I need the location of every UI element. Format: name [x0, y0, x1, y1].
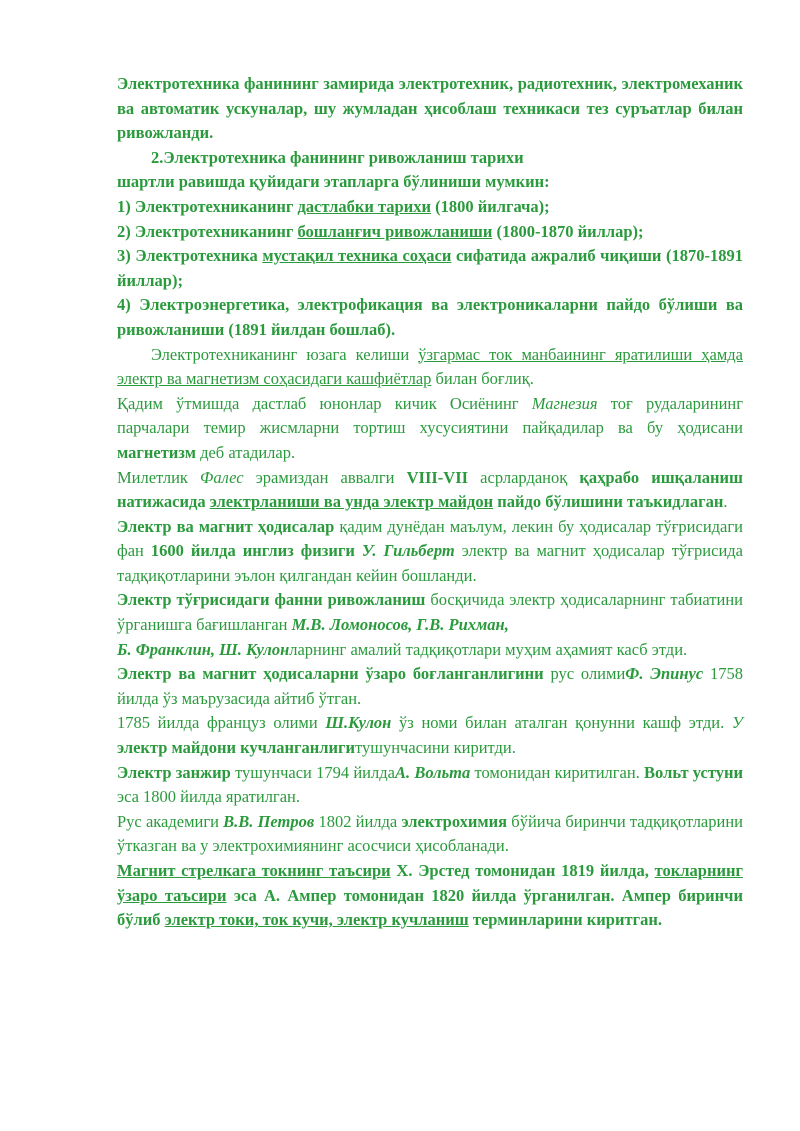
stage-item-3: [117, 244, 743, 293]
text-run: Б. Франклин, Ш. Кулон: [117, 639, 290, 659]
text-run: асрларданоқ: [468, 467, 580, 487]
text-run: мустақил техника соҳаси: [262, 246, 452, 266]
text-run: бўйича биринчи тадқиқотларини ўтказган ва у электрохимиянинг асосчиси ҳисобланади.: [117, 811, 743, 856]
text-run: томонидан киритилган.: [470, 762, 645, 782]
stage-item-1: [117, 195, 743, 220]
text-run: (1800 йилгача);: [430, 196, 550, 216]
text-run: Электротехниканинг юзага келиши: [151, 344, 419, 364]
text-run: .: [723, 492, 728, 512]
text-run: Рус академиги: [117, 811, 224, 831]
text-run: 1600 йилда инглиз физиги: [150, 541, 362, 561]
text-run: тоғ рудаларининг парчалари темир жисмларни тортиш хусусиятини пайқадилар ва бу ҳодисани: [117, 393, 743, 438]
text-run: 1785 йилда француз олими: [117, 713, 326, 733]
text-run: тушунчасини киритди.: [355, 738, 516, 758]
text-run: Электр занжир: [117, 762, 231, 782]
text-run: электр ва магнит ҳодисалар тўғрисида тадқиқотларини эълон қилгандан кейин бошланди.: [117, 541, 743, 585]
paragraph-intro: [117, 72, 743, 146]
text-run: Ф. Эпинус: [625, 664, 704, 684]
text-run: пайдо бўлишини таъкидлаган: [493, 492, 724, 512]
paragraph-oersted-ampere: [117, 859, 743, 933]
text-run: Магнит стрелкага токнинг таъсири: [117, 861, 391, 880]
text-run: VIII-VII: [406, 467, 469, 487]
text-run: (1800-1870 йиллар);: [492, 221, 644, 241]
text-run: токларнинг ўзаро таъсири: [117, 861, 743, 905]
text-run: 1802 йилда: [314, 811, 402, 831]
text-run: Электр тўғрисидаги фанни ривожланиш: [117, 590, 426, 610]
text-run: босқичида электр ҳодисаларнинг табиатини ўрганишга бағишланган: [117, 590, 743, 635]
text-run: В.В. Петров: [223, 811, 315, 831]
text-run: А. Вольта: [394, 762, 471, 782]
paragraph-origin: [117, 343, 743, 392]
paragraph-lomonosov: [117, 588, 743, 637]
paragraph-magnesia: [117, 392, 743, 466]
text-run: электр токи, ток кучи, электр кучланиш: [164, 910, 469, 930]
section-heading: [117, 146, 743, 171]
text-run: Магнезия: [531, 393, 598, 413]
text-run: 3) Электротехника: [117, 246, 263, 266]
text-run: деб атадилар.: [195, 442, 296, 462]
document-page: [117, 72, 743, 933]
text-run: 2) Электротехниканинг: [117, 221, 298, 241]
text-run: терминларини киритган.: [468, 910, 662, 930]
text-run: Милетлик: [117, 467, 201, 487]
text-run: сифатида ажралиб чиқиши (1870-1891 йиллар);: [117, 246, 743, 290]
paragraph-epinus: [117, 662, 743, 711]
text-run: эса 1800 йилда яратилган.: [117, 787, 300, 807]
text-run: ўз номи билан аталган қонунни кашф этди.: [391, 713, 732, 733]
paragraph-coulomb: [117, 711, 743, 760]
text-run: Электр ва магнит ҳодисалар: [117, 516, 335, 536]
text-run: билан боғлиқ.: [431, 369, 534, 389]
text-run: электрохимия: [401, 811, 508, 831]
paragraph-petrov: [117, 810, 743, 859]
text-run: электрланиши ва унда электр майдон: [209, 492, 494, 512]
text-run: ўзгармас ток манбаининг яратилиши ҳамда электр ва магнетизм соҳасидаги кашфиётлар: [117, 344, 743, 389]
text-run: У. Гильберт: [361, 541, 455, 561]
text-run: қаҳрабо ишқаланиш натижасида: [117, 467, 743, 512]
text-run: электр майдони кучланганлиги: [117, 738, 356, 758]
text-run: 1) Электротехниканинг: [117, 196, 298, 216]
paragraph-gilbert: [117, 515, 743, 589]
text-run: У: [731, 713, 743, 733]
text-run: М.В. Ломоносов, Г.В. Рихман,: [291, 615, 509, 635]
text-run: ларнинг амалий тадқиқотлари муҳим аҳамият касб этди.: [289, 639, 688, 659]
text-run: Қадим ўтмишда дастлаб юнонлар кичик Осиёнинг: [117, 393, 532, 413]
text-run: Фалес: [200, 467, 244, 487]
text-run: магнетизм: [117, 442, 196, 462]
paragraph-volta: [117, 761, 743, 810]
text-run: эса А. Ампер томонидан 1820 йилда ўрганилган. Ампер биринчи бўлиб: [117, 885, 743, 930]
text-run: Х. Эрстед томонидан 1819 йилда,: [390, 861, 655, 880]
text-run: шартли равишда қуйидаги этапларга бўлиниши мумкин:: [117, 172, 550, 192]
stage-item-2: [117, 220, 743, 245]
text-run: рус олими: [543, 664, 626, 684]
paragraph-franklin: [117, 638, 743, 663]
stage-item-4: [117, 293, 743, 342]
text-run: қадим дунёдан маълум, лекин бу ҳодисалар тўғрисидаги фан: [117, 516, 743, 561]
text-run: Электротехника фанининг замирида электротехник, радиотехник, электромеханик ва автоматик ускуналар, шу жумладан ҳисоблаш техникаси тез суръатлар билан ривожланди.: [117, 74, 743, 143]
text-run: тушунчаси 1794 йилда: [230, 762, 395, 782]
text-run: 2.Электротехника фанининг ривожланиш тарихи: [151, 147, 524, 167]
text-run: дастлабки тарихи: [297, 196, 431, 216]
paragraph-thales: [117, 466, 743, 515]
text-run: Ш.Кулон: [325, 713, 392, 733]
text-run: 4) Электроэнергетика, электрофикация ва электроникаларни пайдо бўлиши ва ривожланиши (1891 йилдан бошлаб).: [117, 295, 743, 339]
text-run: Электр ва магнит ҳодисаларни ўзаро боғланганлигини: [117, 664, 544, 684]
text-run: 1758 йилда ўз маърузасида айтиб ўтган.: [117, 664, 743, 708]
text-run: бошланғич ривожланиши: [297, 221, 493, 241]
text-run: эрамиздан аввалги: [243, 467, 407, 487]
paragraph-stages-intro: [117, 170, 743, 195]
text-run: Вольт устуни: [644, 762, 743, 782]
